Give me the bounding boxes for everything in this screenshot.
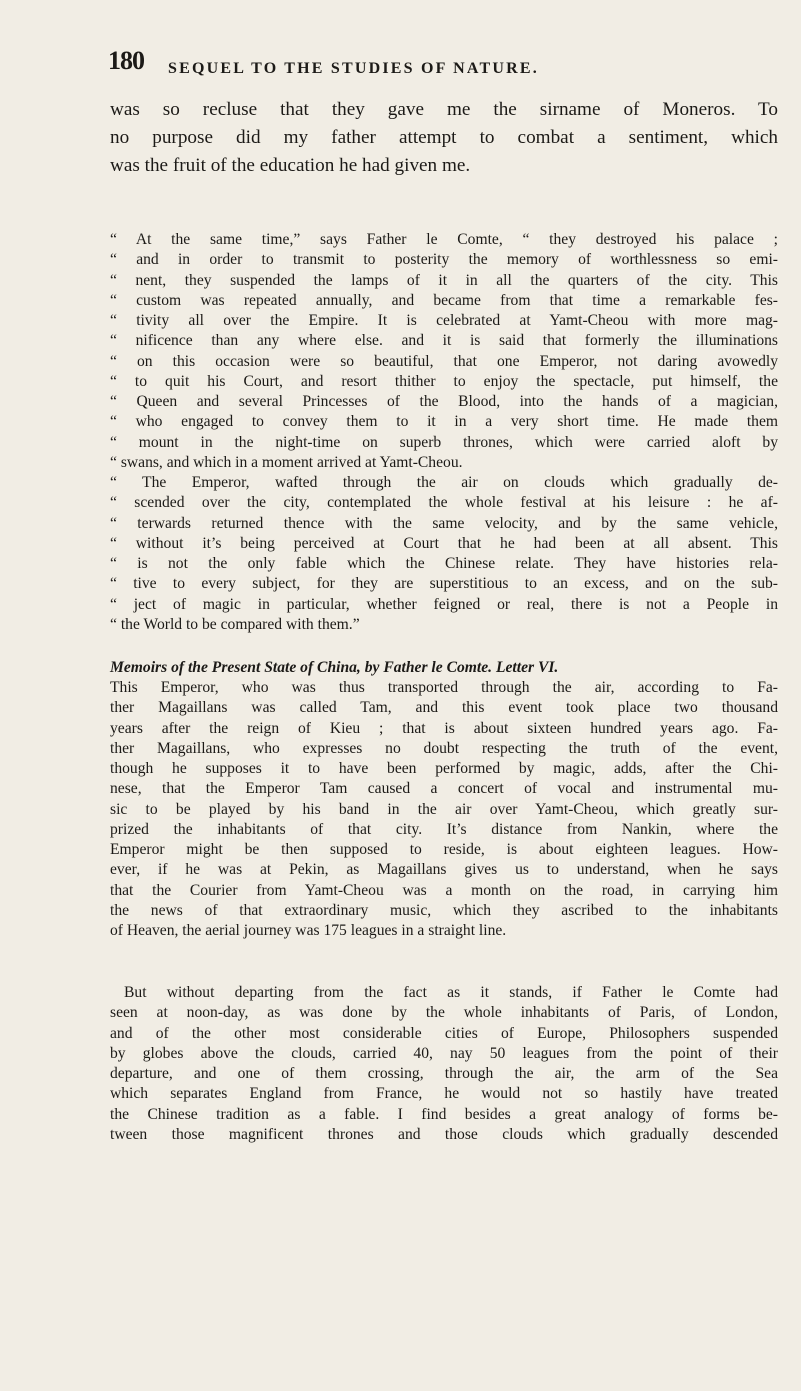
- quote-line: “ without it’s being perceived at Court that he had been at all absent. This: [110, 534, 778, 552]
- text-line: prized the inhabitants of that city. It’s distance from Nankin, where the: [110, 820, 778, 838]
- text-line: But without departing from the fact as it stands, if Father le Comte had: [124, 984, 778, 1001]
- body-paragraph: [0, 678, 801, 941]
- text-line: departure, and one of them crossing, through the air, the arm of the Sea: [110, 1065, 778, 1082]
- text-line: was so recluse that they gave me the sirname of Moneros. To: [110, 99, 778, 120]
- quotation-block: [0, 230, 801, 635]
- quote-line: “ ject of magic in particular, whether feigned or real, there is not a People in: [110, 595, 778, 613]
- running-head: SEQUEL TO THE STUDIES OF NATURE.: [168, 60, 539, 77]
- text-line: ever, if he was at Pekin, as Magaillans gives us to understand, when he says: [110, 861, 778, 879]
- text-line: Emperor might be then supposed to reside, is about eighteen leagues. How-: [110, 841, 778, 858]
- text-line: ther Magaillans, who expresses no doubt respecting the truth of the event,: [110, 739, 778, 757]
- citation-source: Memoirs of the Present State of China, by Father le Comte. Letter VI.: [110, 659, 559, 676]
- quote-line: “ At the same time,” says Father le Comte, “ they destroyed his palace ;: [110, 231, 778, 248]
- text-line: the news of that extraordinary music, which they ascribed to the inhabitants: [110, 901, 778, 919]
- quote-line: “ and in order to transmit to posterity the memory of worthlessness so emi-: [110, 251, 778, 269]
- quote-line: “ swans, and which in a moment arrived at Yamt-Cheou.: [110, 453, 463, 471]
- text-line: which separates England from France, he would not so hastily have treated: [110, 1085, 778, 1103]
- quote-line: “ to quit his Court, and resort thither to enjoy the spectacle, put himself, the: [110, 372, 778, 390]
- text-line: seen at noon-day, as was done by the whole inhabitants of Paris, of London,: [110, 1004, 778, 1022]
- closing-paragraph: [0, 983, 801, 1145]
- intro-paragraph: [0, 96, 801, 180]
- text-line: years after the reign of Kieu ; that is about sixteen hundred years ago. Fa-: [110, 719, 778, 737]
- quote-line: “ scended over the city, contemplated the whole festival at his leisure : he af-: [110, 494, 778, 512]
- page-number: 180: [108, 46, 144, 75]
- page-header: [108, 46, 771, 78]
- quote-line: “ terwards returned thence with the same velocity, and by the same vehicle,: [110, 514, 778, 532]
- text-line: This Emperor, who was thus transported through the air, according to Fa-: [110, 679, 778, 696]
- text-line: though he supposes it to have been performed by magic, adds, after the Chi-: [110, 760, 778, 777]
- quote-line: “ who engaged to convey them to it in a very short time. He made them: [110, 413, 778, 431]
- text-line: and of the other most considerable cities of Europe, Philosophers suspended: [110, 1024, 778, 1042]
- quote-line: “ nent, they suspended the lamps of it in all the quarters of the city. This: [110, 271, 778, 289]
- quote-line: “ on this occasion were so beautiful, that one Emperor, not daring avowedly: [110, 352, 778, 370]
- quote-line: “ tive to every subject, for they are superstitious to an excess, and on the sub-: [110, 575, 778, 593]
- quote-line: “ The Emperor, wafted through the air on clouds which gradually de-: [110, 474, 778, 491]
- text-line: by globes above the clouds, carried 40, nay 50 leagues from the point of their: [110, 1044, 778, 1062]
- text-line: tween those magnificent thrones and those clouds which gradually descended: [110, 1125, 778, 1143]
- text-line: the Chinese tradition as a fable. I find besides a great analogy of forms be-: [110, 1105, 778, 1123]
- quote-line: “ the World to be compared with them.”: [110, 615, 360, 633]
- text-line: no purpose did my father attempt to combat a sentiment, which: [110, 127, 778, 148]
- text-line: was the fruit of the education he had given me.: [110, 155, 471, 176]
- text-line: ther Magaillans was called Tam, and this event took place two thousand: [110, 699, 778, 717]
- quote-line: “ is not the only fable which the Chinese relate. They have histories rela-: [110, 555, 778, 572]
- quote-line: “ mount in the night-time on superb thrones, which were carried aloft by: [110, 433, 778, 451]
- text-line: that the Courier from Yamt-Cheou was a month on the road, in carrying him: [110, 881, 778, 899]
- quote-line: “ tivity all over the Empire. It is celebrated at Yamt-Cheou with more mag-: [110, 312, 778, 329]
- text-line: sic to be played by his band in the air over Yamt-Cheou, which greatly sur-: [110, 800, 778, 818]
- text-line: nese, that the Emperor Tam caused a concert of vocal and instrumental mu-: [110, 780, 778, 798]
- text-line: of Heaven, the aerial journey was 175 leagues in a straight line.: [110, 922, 507, 939]
- quote-line: “ Queen and several Princesses of the Blood, into the hands of a magician,: [110, 393, 778, 410]
- quote-line: “ custom was repeated annually, and became from that time a remarkable fes-: [110, 291, 778, 309]
- citation: [110, 658, 778, 678]
- quote-line: “ nificence than any where else. and it is said that formerly the illuminations: [110, 332, 778, 350]
